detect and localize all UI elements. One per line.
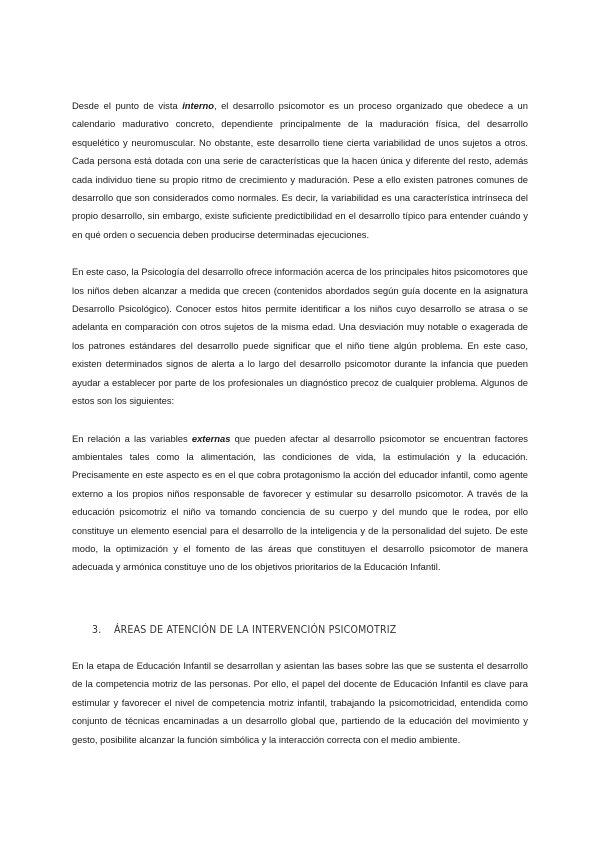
paragraph-text-rest: , el desarrollo psicomotor es un proceso organizado que obedece a un calendario madurativo concreto, dependiente principalmente de la maduración física, del desarrollo esquelético y neuromuscular. No obstante, este desarrollo tiene cierta variabilidad de unos sujetos a otros. Cada persona está dotada con una serie de características que la hacen única y diferente del resto, además cada individuo tiene su propio ritmo de crecimiento y maduración. Pese a ello existen patrones comunes de desarrollo que son considerados como normales. Es decir, la variabilidad es una característica intrínseca del propio desarrollo, sin embargo, existe suficiente predictibilidad en el desarrollo típico para entender cuándo y en qué orden o secuencia deben producirse determinadas ejecuciones. (72, 100, 528, 240)
paragraph-text: En este caso, la Psicología del desarrollo ofrece información acerca de los principales hitos psicomotores que los niños deben alcanzar a medida que crecen (contenidos abordados según guía docente en la asignatura Desarrollo Psicológico). Conocer estos hitos permite identificar a los niños cuyo desarrollo se atrasa o se adelanta en comparación con otros sujetos de la misma edad. Una desviación muy notable o exagerada de los patrones estándares del desarrollo puede significar que el niño tiene algún problema. En este caso, existen determinados signos de alerta a lo largo del desarrollo psicomotor durante la infancia que pueden ayudar a establecer por parte de los profesionales un diagnóstico precoz de cualquier problema. Algunos de estos son los siguientes: (72, 266, 528, 407)
section-heading (92, 624, 396, 636)
paragraph-text-start: Desde el punto de vista (72, 100, 183, 111)
emphasis-externas: externas (191, 432, 231, 444)
paragraph-interno (72, 97, 528, 244)
section-number: 3. (92, 624, 102, 636)
emphasis-interno: interno (182, 100, 214, 111)
paragraph-text-rest: que pueden afectar al desarrollo psicomotor se encuentran factores ambientales tales como la alimentación, las condiciones de vida, la estimulación y la educación. Precisamente en este aspecto es en el que cobra protagonismo la acción del educador infantil, como agente externo a los propios niños responsable de favorecer y estimular su desarrollo psicomotor. A través de la educación psicomotriz el niño va tomando conciencia de su cuerpo y del mundo que le rodea, por ello constituye un elemento esencial para el desarrollo de la inteligencia y de la personalidad del sujeto. De este modo, la optimización y el fomento de las áreas que constituyen el desarrollo psicomotor de manera adecuada y armónica constituye uno de los objetivos prioritarios de la Educación Infantil. (72, 432, 528, 573)
section-title: ÁREAS DE ATENCIÓN DE LA INTERVENCIÓN PSICOMOTRIZ (114, 624, 397, 636)
paragraph-text-start: En relación a las variables (72, 432, 192, 444)
paragraph-psicologia (72, 263, 528, 410)
document-body (72, 97, 528, 596)
section-body (72, 657, 528, 768)
paragraph-educacion-infantil: En la etapa de Educación Infantil se desarrollan y asientan las bases sobre las que se sustenta el desarrollo de la competencia motriz de las personas. Por ello, el papel del docente de Educación Infantil es clave para estimular y favorecer el nivel de competencia motriz infantil, trabajando la psicomotricidad, entendida como conjunto de técnicas encaminadas a un desarrollo global que, partiendo de la educación del movimiento y gesto, posibilite alcanzar la función simbólica y la interacción correcta con el medio ambiente. (72, 660, 528, 745)
paragraph-externas (72, 430, 528, 577)
